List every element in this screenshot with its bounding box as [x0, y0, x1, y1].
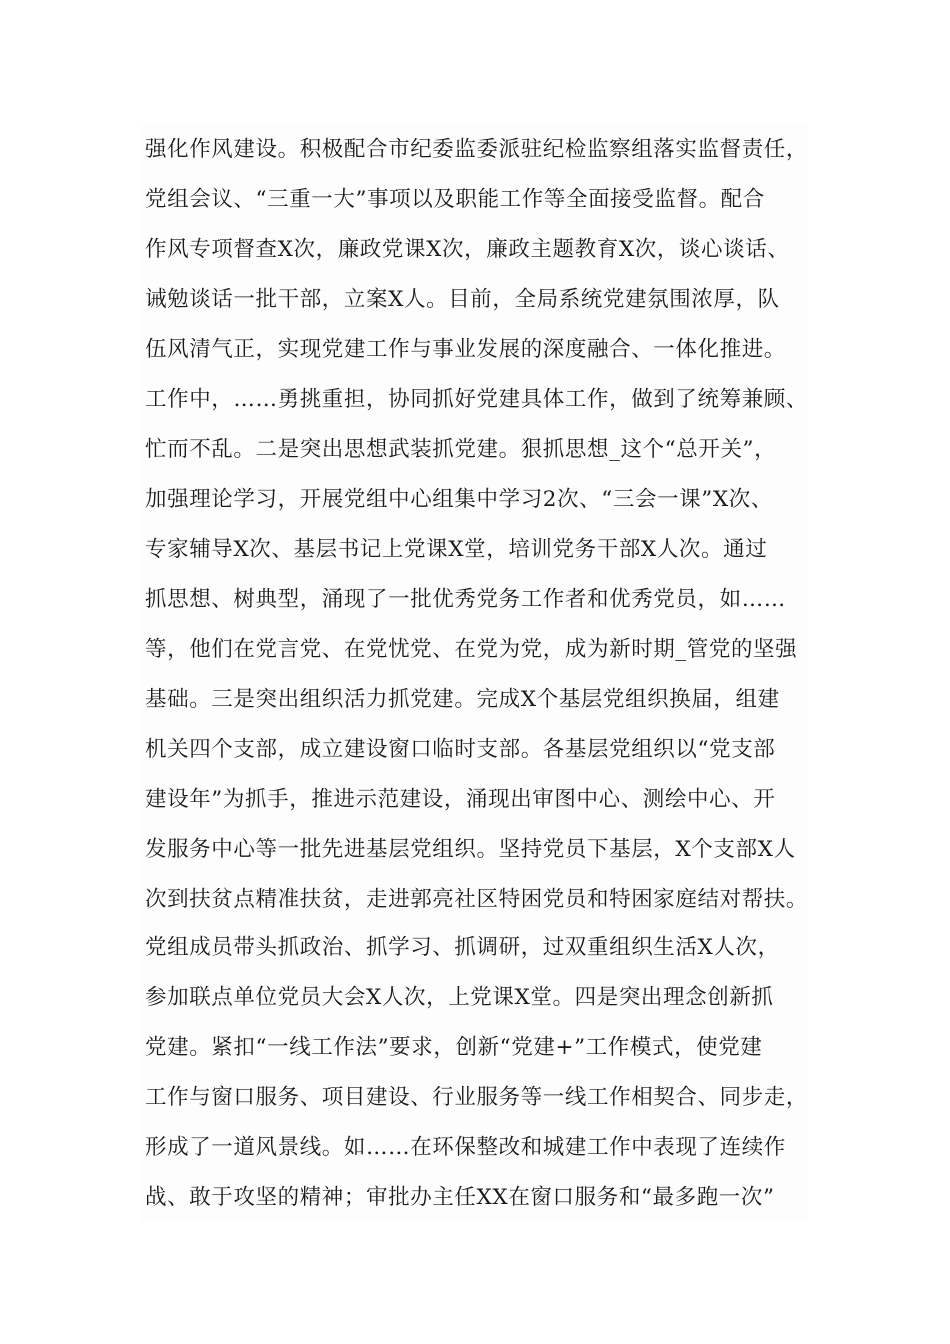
paragraph-line: 党组成员带头抓政治、抓学习、抓调研，过双重组织生活X人次，	[145, 935, 780, 960]
paragraph-line: 抓思想、树典型，涌现了一批优秀党务工作者和优秀党员，如……	[145, 587, 786, 612]
paragraph-line: 工作中，……勇挑重担，协同抓好党建具体工作，做到了统筹兼顾、	[145, 387, 809, 412]
paragraph-line: 战、敢于攻坚的精神；审批办主任XX在窗口服务和“最多跑一次”	[145, 1185, 775, 1210]
paragraph-line: 等，他们在党言党、在党忧党、在党为党，成为新时期_管党的坚强	[145, 637, 798, 662]
paragraph-line: 加强理论学习，开展党组中心组集中学习2次、“三会一课”X次、	[145, 487, 773, 512]
paragraph-line: 参加联点单位党员大会X人次，上党课X堂。四是突出理念创新抓	[145, 985, 774, 1010]
paragraph-line: 机关四个支部，成立建设窗口临时支部。各基层党组织以“党支部	[145, 737, 776, 762]
paragraph-line: 次到扶贫点精准扶贫，走进郭亮社区特困党员和特困家庭结对帮扶。	[145, 887, 809, 912]
paragraph-line: 伍风清气正，实现党建工作与事业发展的深度融合、一体化推进。	[145, 337, 786, 362]
paragraph-line: 党建。紧扣“一线工作法”要求，创新“党建+”工作模式，使党建	[145, 1035, 763, 1060]
paragraph-line: 专家辅导X次、基层书记上党课X堂，培训党务干部X人次。通过	[145, 537, 768, 562]
paragraph-line: 发服务中心等一批先进基层党组织。坚持党员下基层，X个支部X人	[145, 837, 796, 862]
paragraph-line: 强化作风建设。积极配合市纪委监委派驻纪检监察组落实监督责任，	[145, 137, 809, 162]
paragraph-line: 工作与窗口服务、项目建设、行业服务等一线工作相契合、同步走，	[145, 1085, 809, 1110]
paragraph-line: 诫勉谈话一批干部，立案X人。目前，全局系统党建氛围浓厚，队	[145, 287, 780, 312]
paragraph-line: 忙而不乱。二是突出思想武装抓党建。狠抓思想_这个“总开关”，	[145, 437, 777, 462]
paragraph-line: 建设年”为抓手，推进示范建设，涌现出审图中心、测绘中心、开	[145, 787, 776, 812]
paragraph-line: 作风专项督查X次，廉政党课X次，廉政主题教育X次，谈心谈话、	[145, 237, 790, 262]
paragraph-line: 基础。三是突出组织活力抓党建。完成X个基层党组织换届，组建	[145, 687, 780, 712]
paragraph-line: 党组会议、“三重一大”事项以及职能工作等全面接受监督。配合	[145, 187, 765, 212]
paragraph-line: 形成了一道风景线。如……在环保整改和城建工作中表现了连续作	[145, 1135, 786, 1160]
